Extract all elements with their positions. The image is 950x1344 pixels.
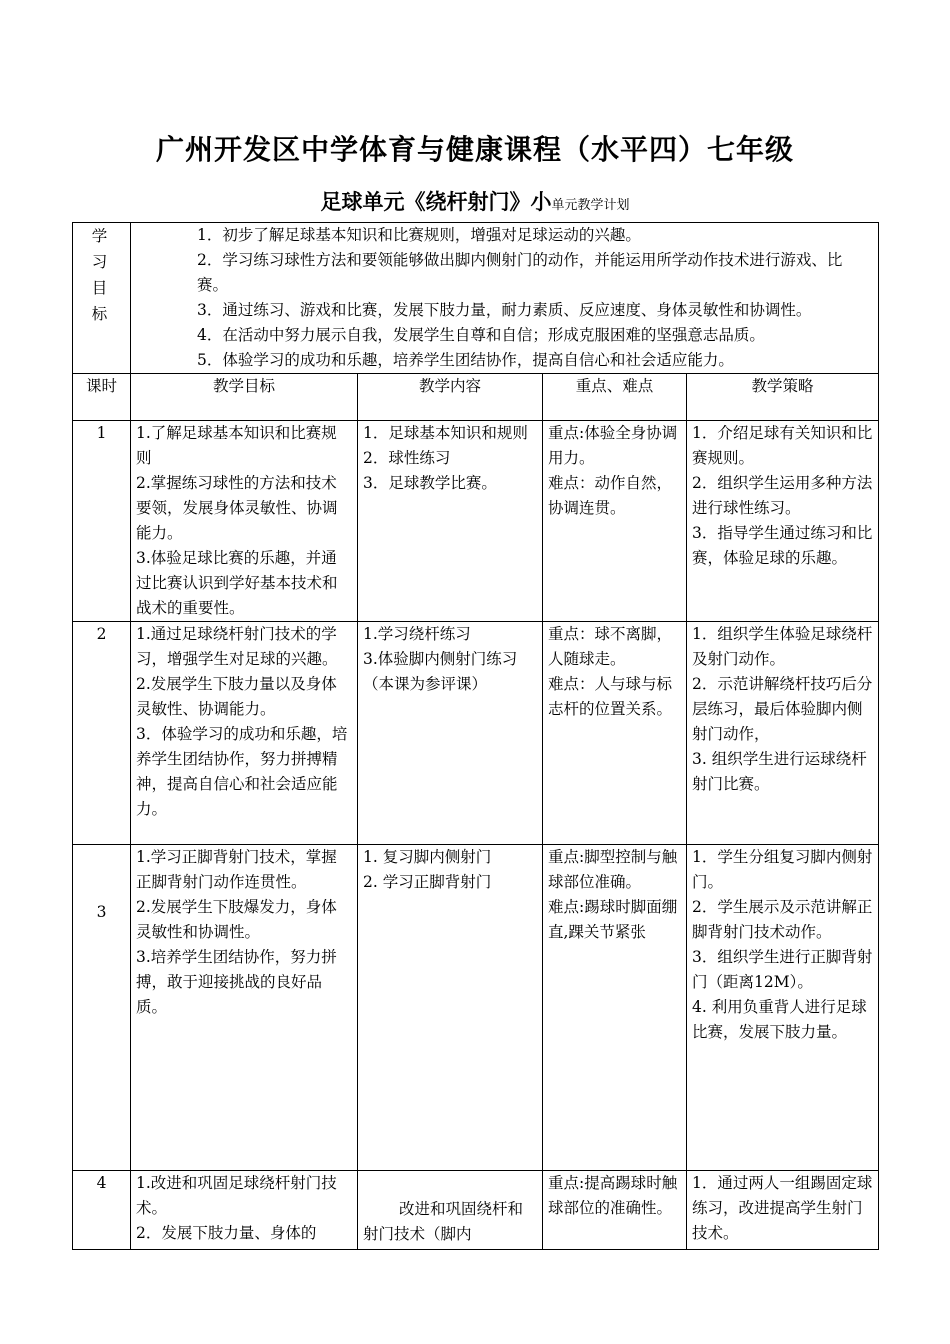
- strategy-item: 1．介绍足球有关知识和比赛规则。: [692, 424, 873, 467]
- page-subtitle: [0, 186, 950, 216]
- goal-item: 4．在活动中努力展示自我，发展学生自尊和自信；形成克服困难的坚强意志品质。: [197, 326, 765, 344]
- objective-item: 1.学习正脚背射门技术，掌握正脚背射门动作连贯性。: [136, 848, 337, 891]
- content-item: 1. 复习脚内侧射门: [363, 848, 492, 866]
- goal-item: 2．学习练习球性方法和要领能够做出脚内侧射门的动作，并能运用所学动作技术进行游戏、比赛。: [197, 251, 843, 294]
- lesson-number: 3: [73, 845, 131, 1171]
- lesson-key-points: [543, 421, 687, 622]
- lesson-number: 1: [73, 421, 131, 622]
- lesson-number: 4: [73, 1171, 131, 1250]
- content-item: 3.体验脚内侧射门练习: [363, 650, 518, 668]
- table-row: [73, 1171, 879, 1250]
- lesson-strategy: [687, 845, 879, 1171]
- learning-goals-label-text: 学习目标: [91, 227, 112, 323]
- objective-item: 1.改进和巩固足球绕杆射门技术。: [136, 1174, 337, 1217]
- content-item: 3．足球教学比赛。: [363, 474, 497, 492]
- objective-item: 2．发展下肢力量、身体的: [136, 1224, 317, 1242]
- learning-goals-cell: [131, 223, 879, 374]
- objective-item: 3.培养学生团结协作，努力拼搏，敢于迎接挑战的良好品质。: [136, 948, 337, 1016]
- lesson-plan-table: [72, 222, 879, 1250]
- lesson-key-points: [543, 622, 687, 845]
- learning-goals-label: [73, 223, 131, 374]
- table-row: [73, 421, 879, 622]
- goal-item: 5．体验学习的成功和乐趣，培养学生团结协作，提高自信心和社会适应能力。: [197, 351, 734, 369]
- content-item: 2．球性练习: [363, 449, 451, 467]
- strategy-item: 1．通过两人一组踢固定球练习，改进提高学生射门技术。: [692, 1174, 873, 1242]
- content-item: 1.学习绕杆练习: [363, 625, 471, 643]
- objective-item: 1.通过足球绕杆射门技术的学习，增强学生对足球的兴趣。: [136, 625, 338, 668]
- content-item: 1．足球基本知识和规则: [363, 424, 528, 442]
- lesson-objectives: [131, 1171, 358, 1250]
- content-item: 2. 学习正脚背射门: [363, 873, 492, 891]
- strategy-item: 1．学生分组复习脚内侧射门。: [692, 848, 873, 891]
- key-point-item: 重点：球不离脚，人随球走。: [548, 625, 673, 668]
- column-header-key-points: 重点、难点: [543, 374, 687, 421]
- strategy-item: 3．组织学生进行正脚背射门（距离12M）。: [692, 948, 873, 991]
- content-item: （本课为参评课）: [363, 675, 488, 693]
- strategy-item: 1．组织学生体验足球绕杆及射门动作。: [692, 625, 873, 668]
- lesson-objectives: [131, 845, 358, 1171]
- key-point-item: 重点:提高踢球时触球部位的准确性。: [548, 1174, 678, 1217]
- key-point-item: 重点:体验全身协调用力。: [548, 424, 678, 467]
- key-point-item: 难点：动作自然，协调连贯。: [548, 474, 673, 517]
- objective-item: 2.发展学生下肢力量以及身体灵敏性、协调能力。: [136, 675, 337, 718]
- lesson-key-points: [543, 845, 687, 1171]
- goal-item: 3．通过练习、游戏和比赛，发展下肢力量，耐力素质、反应速度、身体灵敏性和协调性。: [197, 301, 812, 319]
- column-header-strategy: 教学策略: [687, 374, 879, 421]
- lesson-content: [358, 845, 543, 1171]
- page-title: 广州开发区中学体育与健康课程（水平四）七年级: [155, 133, 794, 166]
- key-point-item: 重点:脚型控制与触球部位准确。: [548, 848, 678, 891]
- objective-item: 3．体验学习的成功和乐趣，培养学生团结协作，努力拼搏精神，提高自信心和社会适应能力。: [136, 725, 348, 818]
- key-point-item: 难点：人与球与标志杆的位置关系。: [548, 675, 673, 718]
- content-item: 改进和巩固绕杆和射门技术（脚内: [363, 1200, 524, 1243]
- strategy-item: 3．指导学生通过练习和比赛，体验足球的乐趣。: [692, 524, 873, 567]
- key-point-item: 难点:踢球时脚面绷直,踝关节紧张: [548, 898, 678, 941]
- table-header-row: [73, 374, 879, 421]
- lesson-content: [358, 421, 543, 622]
- table-row: [73, 622, 879, 845]
- strategy-item: 2．学生展示及示范讲解正脚背射门技术动作。: [692, 898, 873, 941]
- lesson-strategy: [687, 1171, 879, 1250]
- lesson-strategy: [687, 421, 879, 622]
- column-header-lesson: 课时: [73, 374, 131, 421]
- objective-item: 3.体验足球比赛的乐趣，并通过比赛认识到学好基本技术和战术的重要性。: [136, 549, 338, 617]
- lesson-content: [358, 1171, 543, 1250]
- table-row: [73, 845, 879, 1171]
- subtitle-small: 单元教学计划: [551, 198, 630, 213]
- subtitle-main: 足球单元《绕杆射门》小: [320, 189, 552, 214]
- objective-item: 2.掌握练习球性的方法和技术要领，发展身体灵敏性、协调能力。: [136, 474, 338, 542]
- objective-item: 1.了解足球基本知识和比赛规则: [136, 424, 337, 467]
- objective-item: 2.发展学生下肢爆发力，身体灵敏性和协调性。: [136, 898, 337, 941]
- strategy-item: 2．组织学生运用多种方法进行球性练习。: [692, 474, 873, 517]
- column-header-objectives: 教学目标: [131, 374, 358, 421]
- strategy-item: 3. 组织学生进行运球绕杆射门比赛。: [692, 750, 867, 793]
- lesson-strategy: [687, 622, 879, 845]
- lesson-content: [358, 622, 543, 845]
- lesson-objectives: [131, 622, 358, 845]
- lesson-objectives: [131, 421, 358, 622]
- strategy-item: 4. 利用负重背人进行足球比赛，发展下肢力量。: [692, 998, 867, 1041]
- column-header-content: 教学内容: [358, 374, 543, 421]
- strategy-item: 2．示范讲解绕杆技巧后分层练习，最后体验脚内侧射门动作，: [692, 675, 873, 743]
- lesson-number: 2: [73, 622, 131, 845]
- goal-item: 1．初步了解足球基本知识和比赛规则，增强对足球运动的兴趣。: [197, 226, 641, 244]
- lesson-key-points: [543, 1171, 687, 1250]
- learning-goals-row: [73, 223, 879, 374]
